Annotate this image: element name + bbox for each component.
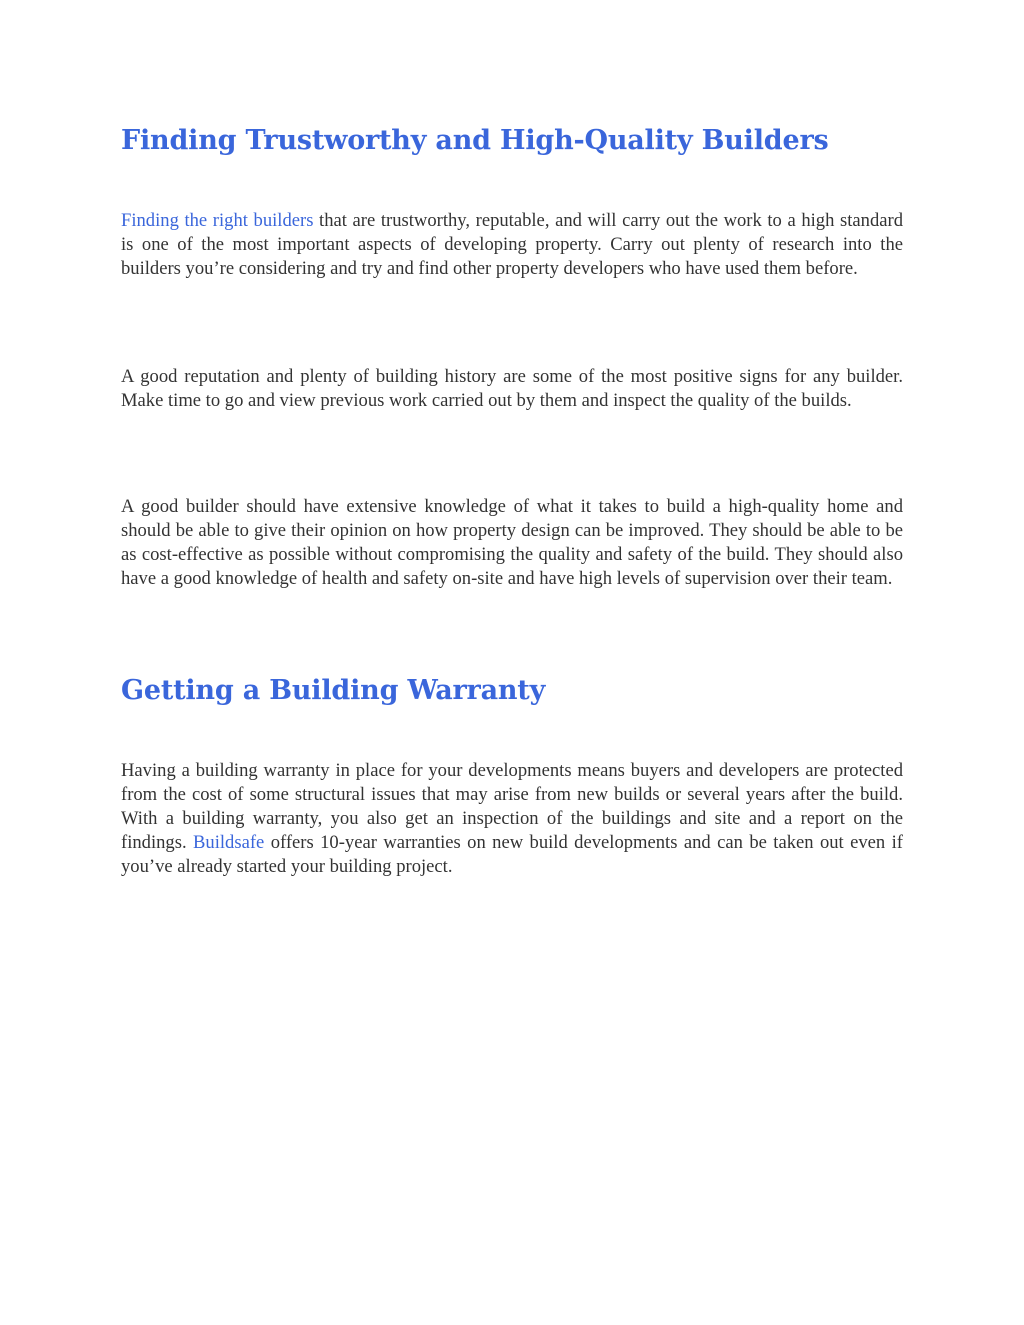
paragraph-text: Having a building warranty in place for your developments means buyers and developers are protected from the cost of some structural issues that may arise from new builds or several years after the build. With a building warranty, you also get an inspection of the buildings and site and a report on the findings. bbox=[121, 760, 903, 853]
link-finding-right-builders[interactable]: Finding the right builders bbox=[121, 210, 314, 231]
paragraph-good-builder: A good builder should have extensive knowledge of what it takes to build a high-quality home and should be able to give their opinion on how property design can be improved. They should be able to be as cost-effective as possible without compromising the quality and safety of the build. They should also have a good knowledge of health and safety on-site and have high levels of supervision over their team. bbox=[121, 496, 903, 589]
section-heading-builders: Finding Trustworthy and High-Quality Builders bbox=[121, 125, 829, 156]
paragraph-text: offers 10-year warranties on new build developments and can be taken out even if you’ve already started your building project. bbox=[121, 832, 903, 877]
paragraph-text: that are trustworthy, reputable, and will carry out the work to a high standard is one of the most important aspects of developing property. Carry out plenty of research into the builders you’re considering and try and find other property developers who have used them before. bbox=[121, 210, 903, 279]
paragraph-right-builders bbox=[121, 209, 903, 281]
paragraph-reputation: A good reputation and plenty of building history are some of the most positive signs for any builder. Make time to go and view previous work carried out by them and inspect the quality of the builds. bbox=[121, 366, 903, 411]
link-buildsafe[interactable]: Buildsafe bbox=[193, 832, 265, 853]
section-heading-warranty: Getting a Building Warranty bbox=[121, 675, 546, 706]
paragraph-warranty bbox=[121, 759, 903, 879]
